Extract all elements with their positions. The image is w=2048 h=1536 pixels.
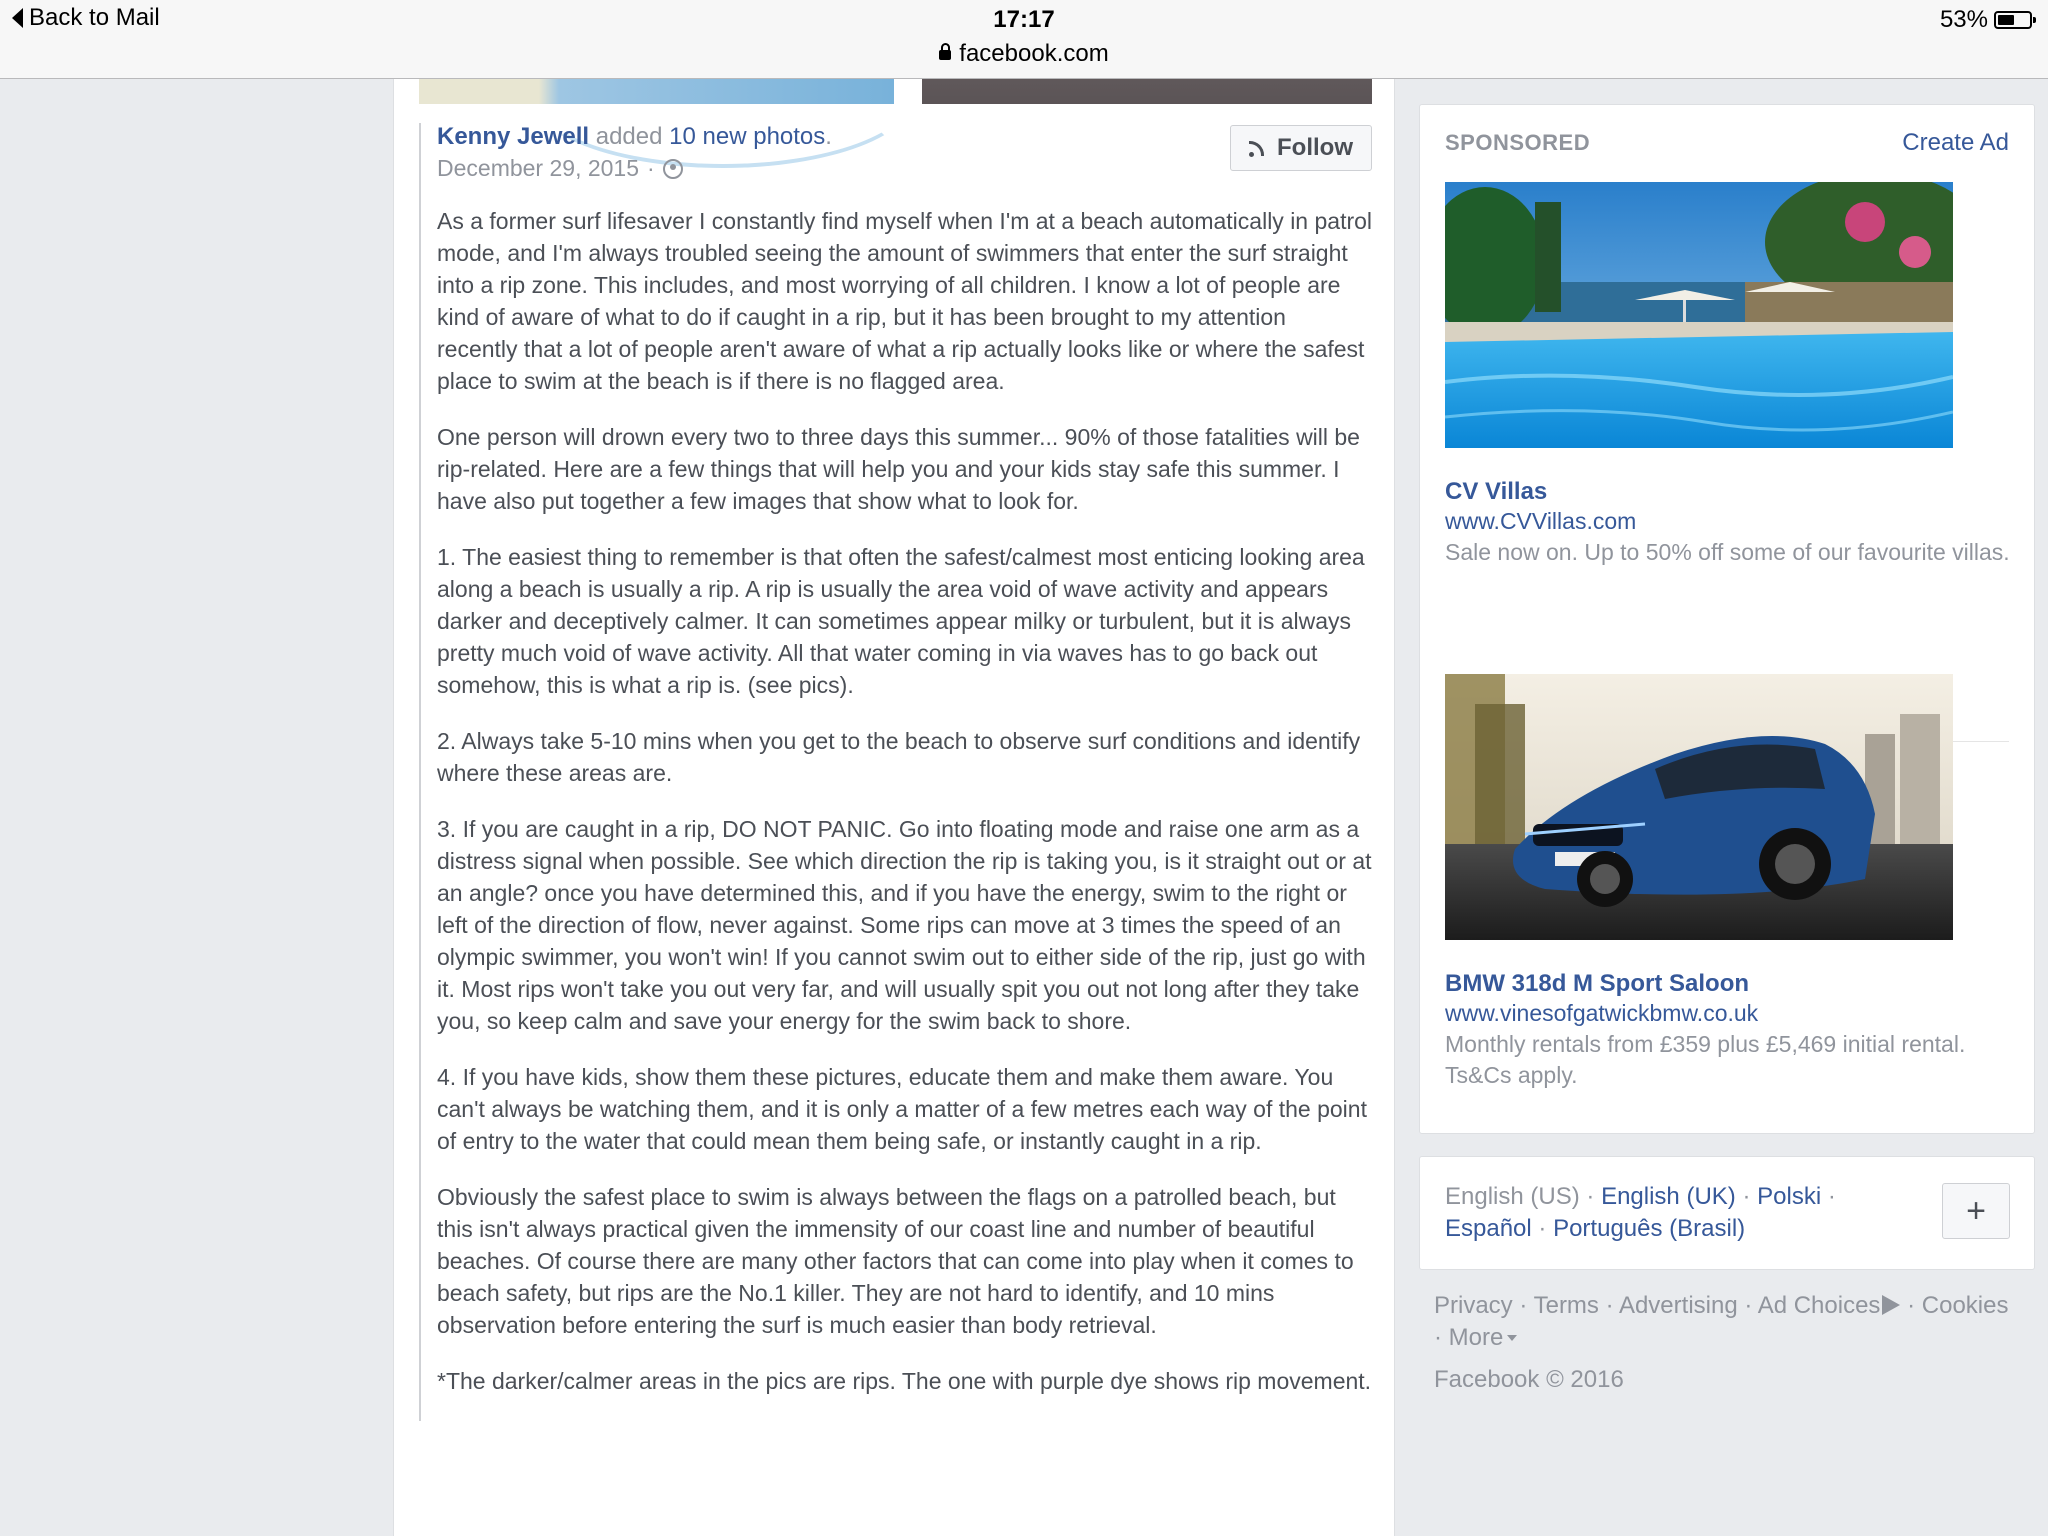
ad-bmw [1445,674,2011,1091]
separator: · [1907,1292,1916,1319]
rss-icon [1249,139,1267,157]
language-link[interactable]: Português (Brasil) [1553,1215,1746,1242]
ad-url[interactable]: www.CVVillas.com [1445,508,1637,534]
separator: · [1827,1183,1836,1210]
separator: · [1434,1324,1442,1351]
footer-links [1434,1290,2034,1354]
ad-title[interactable]: CV Villas [1445,478,1548,505]
footer-link-ad-choices[interactable]: Ad Choices [1757,1292,1881,1319]
language-box [1419,1156,2035,1270]
post-header [437,123,1372,191]
post-body [437,205,1372,1397]
battery-indicator [1940,6,2032,34]
add-language-button[interactable]: + [1942,1183,2010,1239]
battery-fill [1998,15,2014,25]
post-action-suffix: . [825,123,832,150]
post-paragraph: As a former surf lifesaver I constantly find myself when I'm at a beach automatically in patrol mode, and I'm always troubled seeing the amount of swimmers that enter the surf straight into a rip zone. This includes, and most worrying of all children. I know a lot of people are kind of aware of what to do if caught in a rip, but it has been brought to my attention recently that a lot of people aren't aware of what a rip actually looks like or where the safest place to swim at the beach is if there is no flagged area. [437,208,1373,394]
post-action-text: added [595,123,663,150]
footer-more-link[interactable] [1449,1324,1518,1351]
sponsored-box [1419,104,2035,1134]
footer-link-cookies[interactable]: Cookies [1921,1292,2009,1319]
separator: · [1605,1292,1614,1319]
ad-image-car[interactable] [1445,674,1953,940]
post-paragraph: 4. If you have kids, show them these pictures, educate them and make them aware. You can't always be watching them, and it is only a matter of a few metres each way of the point of entry to the water that could mean them being safe, or instantly caught in a rip. [437,1064,1367,1154]
language-link[interactable]: Polski [1757,1183,1822,1210]
lock-icon [939,50,951,60]
footer-link-advertising[interactable]: Advertising [1618,1292,1738,1319]
create-ad-link[interactable]: Create Ad [1902,129,2009,156]
post-paragraph: Obviously the safest place to swim is always between the flags on a patrolled beach, but this isn't always practical given the immensity of our coast line and number of beautiful beaches. Of course there are many other factors that can come into play when it comes to beach safety, but rips are the No.1 killer. They are not hard to identify, and 10 mins observation before entering the surf is much easier than body retrieval. [437,1184,1354,1338]
language-link[interactable]: Español [1445,1215,1532,1242]
post-paragraph: 2. Always take 5-10 mins when you get to the beach to observe surf conditions and identify where these areas are. [437,728,1361,786]
footer-link-terms[interactable]: Terms [1533,1292,1599,1319]
post [419,123,1372,1421]
ad-image-pool[interactable] [1445,182,1953,448]
status-time: 17:17 [993,6,1055,33]
language-current[interactable]: English (US) [1445,1183,1580,1210]
post-paragraph: *The darker/calmer areas in the pics are rips. The one with purple dye shows rip movement. [437,1368,1372,1394]
ad-description: Sale now on. Up to 50% off some of our favourite villas. [1445,539,2010,565]
copyright: Facebook © 2016 [1434,1366,1624,1393]
ad-title[interactable]: BMW 318d M Sport Saloon [1445,970,1750,997]
follow-label: Follow [1277,134,1353,161]
sponsored-title: SPONSORED [1445,130,1591,155]
separator: · [1519,1292,1528,1319]
address-url: facebook.com [959,40,1109,67]
battery-label: 53% [1939,6,1988,33]
battery-icon [1994,11,2032,29]
address-bar[interactable] [0,40,2048,68]
ad-choices-icon[interactable] [1882,1295,1900,1315]
separator: · [1586,1183,1595,1210]
date-separator: · [647,155,655,181]
back-to-mail-label: Back to Mail [29,4,160,31]
post-author-link[interactable]: Kenny Jewell [437,123,590,150]
language-link[interactable]: English (UK) [1601,1183,1736,1210]
footer-more-label: More [1448,1324,1504,1351]
footer-link-privacy[interactable]: Privacy [1434,1292,1513,1319]
post-date[interactable]: December 29, 2015 [437,155,640,181]
sponsored-header [1445,129,2009,157]
post-paragraph: One person will drown every two to three days this summer... 90% of those fatalities will be rip-related. Here are a few things that will help you and your kids stay safe this summer. I have also put together a few images that show what to look for. [437,424,1360,514]
ios-status-bar [0,0,2048,79]
separator: · [1742,1183,1751,1210]
separator: · [1538,1215,1547,1242]
globe-icon[interactable] [663,159,683,179]
footer [1434,1290,2034,1396]
new-photos-link[interactable]: 10 new photos [669,123,826,150]
ad-description: Monthly rentals from £359 plus £5,469 initial rental. Ts&Cs apply. [1445,1031,1966,1088]
post-paragraph: 1. The easiest thing to remember is that often the safest/calmest most enticing looking area along a beach is usually a rip. A rip is usually the area void of wave activity and appears darker and deceptively calmer. It can sometimes appear milky or turbulent, but it is always pretty much void of wave activity. All that water coming in via waves has to go back out somehow, this is what a rip is. (see pics). [437,544,1365,698]
separator: · [1744,1292,1753,1319]
language-list [1445,1181,1875,1245]
post-paragraph: 3. If you are caught in a rip, DO NOT PANIC. Go into floating mode and raise one arm as a distress signal when possible. See which direction the rip is taking you, is it straight out or at an angle? once you have determined this, and if you have the energy, swim to the right or left of the direction of flow, never against. Some rips can move at 3 times the speed of an olympic swimmer, you won't win! If you cannot swim out to either side of the rip, just go with it. Most rips won't take you out very far, and will usually spit you out not long after they take you, so keep calm and save your energy for the swim back to shore. [437,816,1372,1034]
caret-down-icon [1507,1335,1517,1341]
follow-button[interactable] [1230,125,1372,171]
ad-url[interactable]: www.vinesofgatwickbmw.co.uk [1445,1000,1759,1026]
ad-cv-villas [1445,182,2011,568]
post-column [393,0,1395,1536]
